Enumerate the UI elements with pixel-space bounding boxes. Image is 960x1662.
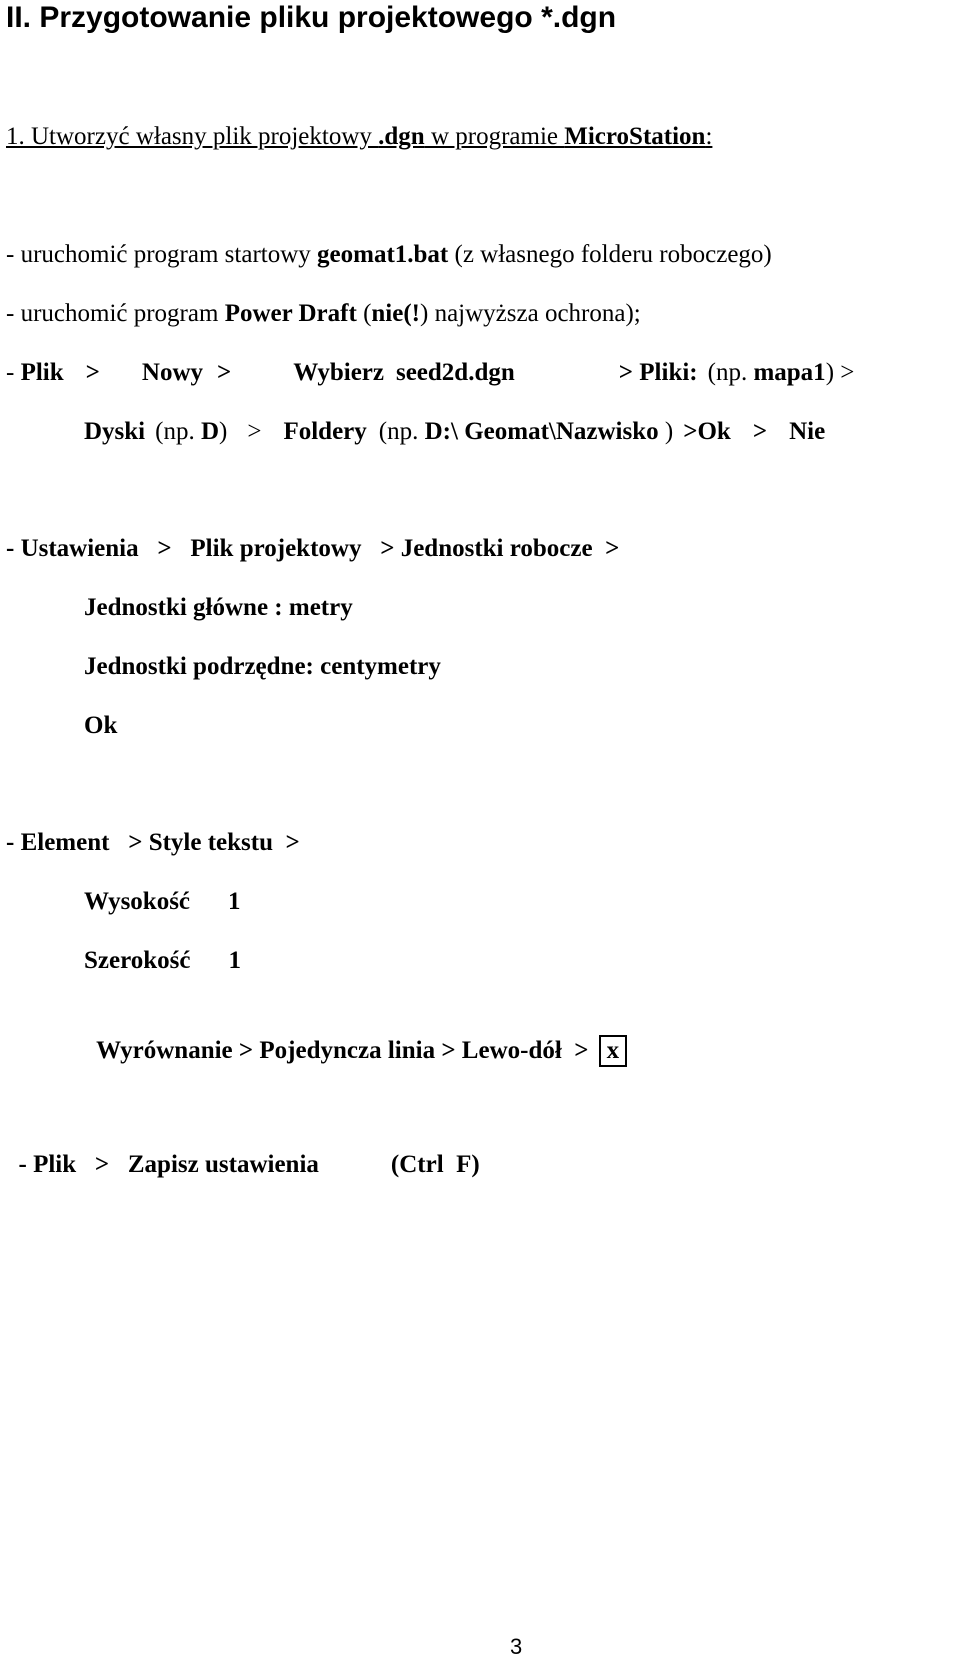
section-1-dgn: .dgn bbox=[378, 123, 425, 150]
section-1-prefix: 1. Utworzyć własny plik projektowy bbox=[6, 123, 379, 150]
line-plik-plik: Plik bbox=[20, 359, 64, 386]
line-dyski-gt2: > bbox=[752, 418, 768, 445]
szerokosc-label: Szerokość bbox=[84, 947, 191, 974]
line-ustawienia-ok: Ok bbox=[84, 712, 118, 739]
section-1-heading bbox=[6, 122, 712, 152]
line-geomat-a: - uruchomić program startowy bbox=[6, 241, 318, 268]
line-plik-gt1: > bbox=[85, 359, 100, 386]
line-power-e: ) najwyższa ochrona); bbox=[420, 300, 641, 327]
wyrownanie-text: Wyrównanie > Pojedyncza linia > Lewo-dół > bbox=[96, 1037, 589, 1064]
line-plik-pliki: > Pliki: bbox=[618, 359, 698, 386]
szerokosc-value: 1 bbox=[228, 947, 241, 974]
line-dyski-close1: ) bbox=[219, 418, 228, 445]
section-1-end: : bbox=[705, 123, 713, 150]
line-plik-seed: seed2d.dgn bbox=[395, 359, 515, 386]
line-plik-mapa: mapa1 bbox=[753, 359, 826, 386]
line-dyski-d: D bbox=[200, 418, 220, 445]
line-szerokosc bbox=[84, 946, 241, 976]
line-plik-wybierz: Wybierz bbox=[293, 359, 384, 386]
line-plik-nowy-word: Nowy bbox=[141, 359, 204, 386]
line-dyski-dyski: Dyski bbox=[84, 418, 146, 445]
line-dyski-foldery-word: Foldery bbox=[283, 418, 367, 445]
line-power-app: Power Draft bbox=[224, 300, 357, 327]
line-plik-close: ) > bbox=[825, 359, 855, 386]
line-dyski-foldery bbox=[84, 417, 825, 447]
line-dyski-ok: >Ok bbox=[683, 418, 731, 445]
line-plik-nowy bbox=[6, 358, 854, 388]
line-dyski-np2: (np. bbox=[378, 418, 419, 445]
line-geomat-c: (z własnego folderu roboczego) bbox=[448, 241, 772, 268]
line-dyski-np1: (np. bbox=[155, 418, 195, 445]
line-dyski-path: D:\ Geomat\Nazwisko bbox=[424, 418, 659, 445]
line-power-c: ( bbox=[356, 300, 372, 327]
line-element: - Element > Style tekstu > bbox=[6, 829, 300, 856]
section-1-mid: w programie bbox=[424, 123, 565, 150]
line-plik-np: (np. bbox=[707, 359, 748, 386]
line-wyrownanie bbox=[84, 1005, 627, 1067]
line-power-a: - uruchomić program bbox=[6, 300, 225, 327]
line-plik-dash: - bbox=[6, 359, 21, 386]
line-ustawienia: - Ustawienia > Plik projektowy > Jednostki robocze > bbox=[6, 535, 620, 562]
line-geomat bbox=[6, 240, 772, 270]
line-geomat-file: geomat1.bat bbox=[317, 241, 449, 268]
wysokosc-label: Wysokość bbox=[84, 888, 191, 915]
wysokosc-value: 1 bbox=[228, 888, 241, 915]
page-number: 3 bbox=[510, 1634, 523, 1659]
line-zapisz bbox=[6, 1120, 480, 1180]
page-title: II. Przygotowanie pliku projektowego *.dgn bbox=[6, 1, 617, 34]
line-plik-gt2: > bbox=[217, 359, 232, 386]
line-power-nie: nie(! bbox=[371, 300, 420, 327]
line-jednostki-glowne: Jednostki główne : metry bbox=[84, 594, 353, 621]
line-dyski-nie: Nie bbox=[789, 418, 826, 445]
zapisz-shortcut: (Ctrl F) bbox=[390, 1151, 480, 1178]
line-power-draft bbox=[6, 299, 641, 329]
section-1-microstation: MicroStation bbox=[564, 123, 706, 150]
wyrownanie-boxed-x: x bbox=[599, 1035, 628, 1067]
line-wysokosc bbox=[84, 887, 241, 917]
line-jednostki-podrzedne: Jednostki podrzędne: centymetry bbox=[84, 653, 441, 680]
zapisz-text: - Plik > Zapisz ustawienia bbox=[18, 1151, 319, 1178]
line-dyski-gt1: > bbox=[247, 418, 262, 445]
line-dyski-close2: ) bbox=[664, 418, 674, 445]
